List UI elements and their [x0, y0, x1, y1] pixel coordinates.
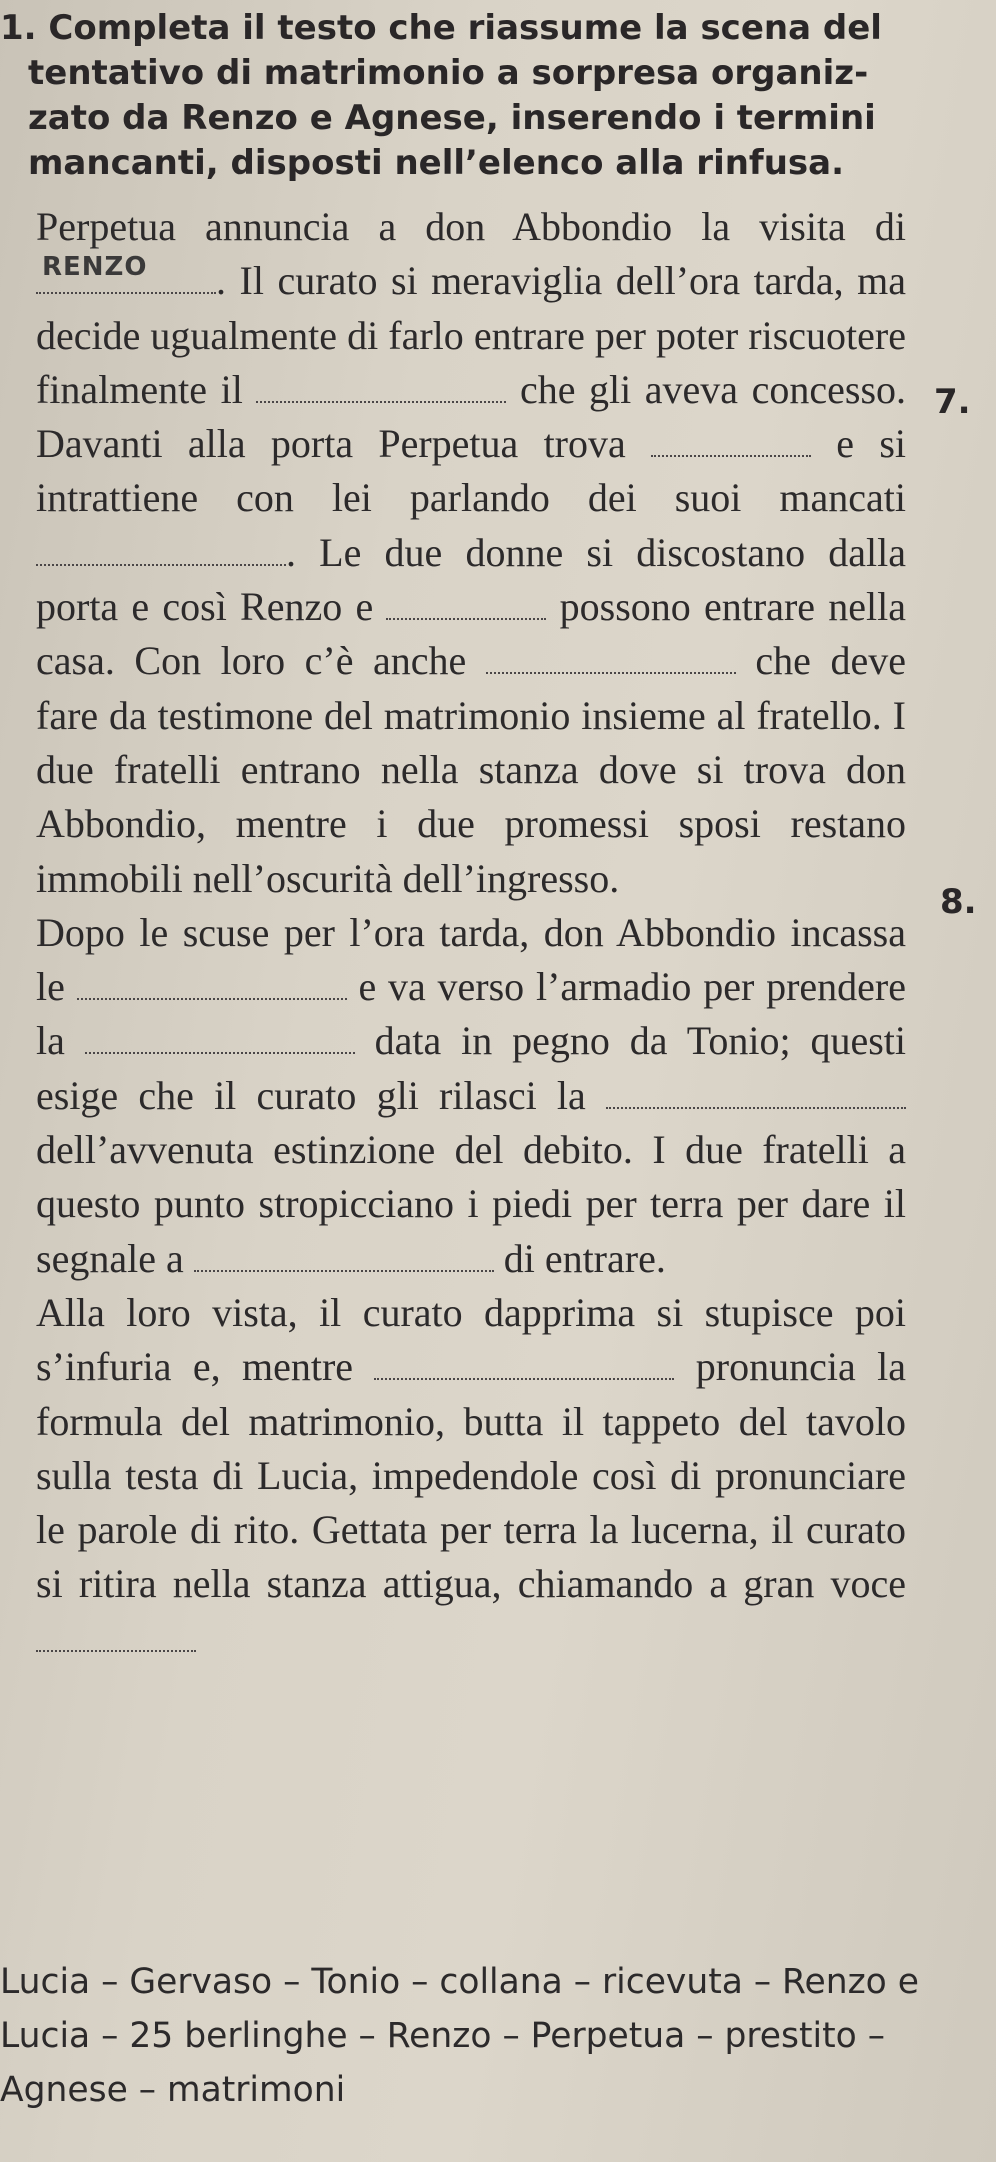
instruction-line-1: 1. Completa il testo che riassume la scena del	[0, 8, 882, 48]
blank-6[interactable]	[486, 638, 736, 674]
instruction-line-3: zato da Renzo e Agnese, inserendo i termini	[28, 98, 876, 138]
paragraph-2: Dopo le scuse per l’ora tarda, don Abbondio incassa le e va verso l’armadio per prendere la data in pegno da Tonio; questi esige che il curato gli rilasci la dell’avvenuta estinzione del debito. I due fratelli a questo punto stropicciano i piedi per terra per dare il segnale a di entrare.	[36, 909, 907, 1281]
exercise-instructions	[0, 6, 950, 186]
handwritten-answer: RENZO	[42, 252, 148, 282]
blank-2[interactable]	[256, 367, 506, 403]
blank-12[interactable]	[36, 1616, 196, 1652]
instruction-line-4: mancanti, disposti nell’elenco alla rinfusa.	[28, 143, 845, 183]
blank-1[interactable]	[36, 252, 216, 294]
blank-3[interactable]	[651, 421, 811, 457]
exercise-text	[36, 200, 906, 1666]
blank-5[interactable]	[386, 584, 546, 620]
blank-8[interactable]	[85, 1018, 355, 1054]
word-list: Lucia – Gervaso – Tonio – collana – ricevuta – Renzo e Lucia – 25 berlinghe – Renzo – Perpetua – prestito – Agnese – matrimoni	[0, 1962, 919, 2110]
paragraph-3: Alla loro vista, il curato dapprima si stupisce poi s’infuria e, mentre pronuncia la formula del matrimonio, butta il tappeto del tavolo sulla testa di Lucia, impedendole così di pronunciare le parole di rito. Gettata per terra la lucerna, il curato si ritira nella stanza attigua, chiamando a gran voce	[36, 1286, 906, 1666]
blank-11[interactable]	[374, 1344, 674, 1380]
instruction-line-2: tentativo di matrimonio a sorpresa organiz-	[28, 53, 869, 93]
paragraph-1: Perpetua annuncia a don Abbondio la visita di RENZO . Il curato si meraviglia dell’ora tarda, ma decide ugualmente di farlo entrare per poter riscuotere finalmente il che gli aveva concesso. Davanti alla porta Perpetua trova e si intrattiene con lei parlando dei suoi mancati . Le due donne si discostano dalla porta e così Renzo e possono entrare nella casa. Con loro c’è anche che deve fare da testimone del matrimonio insieme al fratello. I due fratelli entrano nella stanza dove si trova don Abbondio, mentre i due promessi sposi restano immobili nell’oscurità dell’ingresso.	[36, 204, 907, 901]
blank-9[interactable]	[606, 1073, 906, 1109]
blank-7[interactable]	[77, 964, 347, 1000]
exercise-number: 1.	[0, 8, 37, 48]
margin-number-7: 7.	[934, 382, 971, 422]
blank-10[interactable]	[194, 1236, 494, 1272]
blank-4[interactable]	[36, 530, 286, 566]
margin-number-8: 8.	[940, 882, 977, 922]
